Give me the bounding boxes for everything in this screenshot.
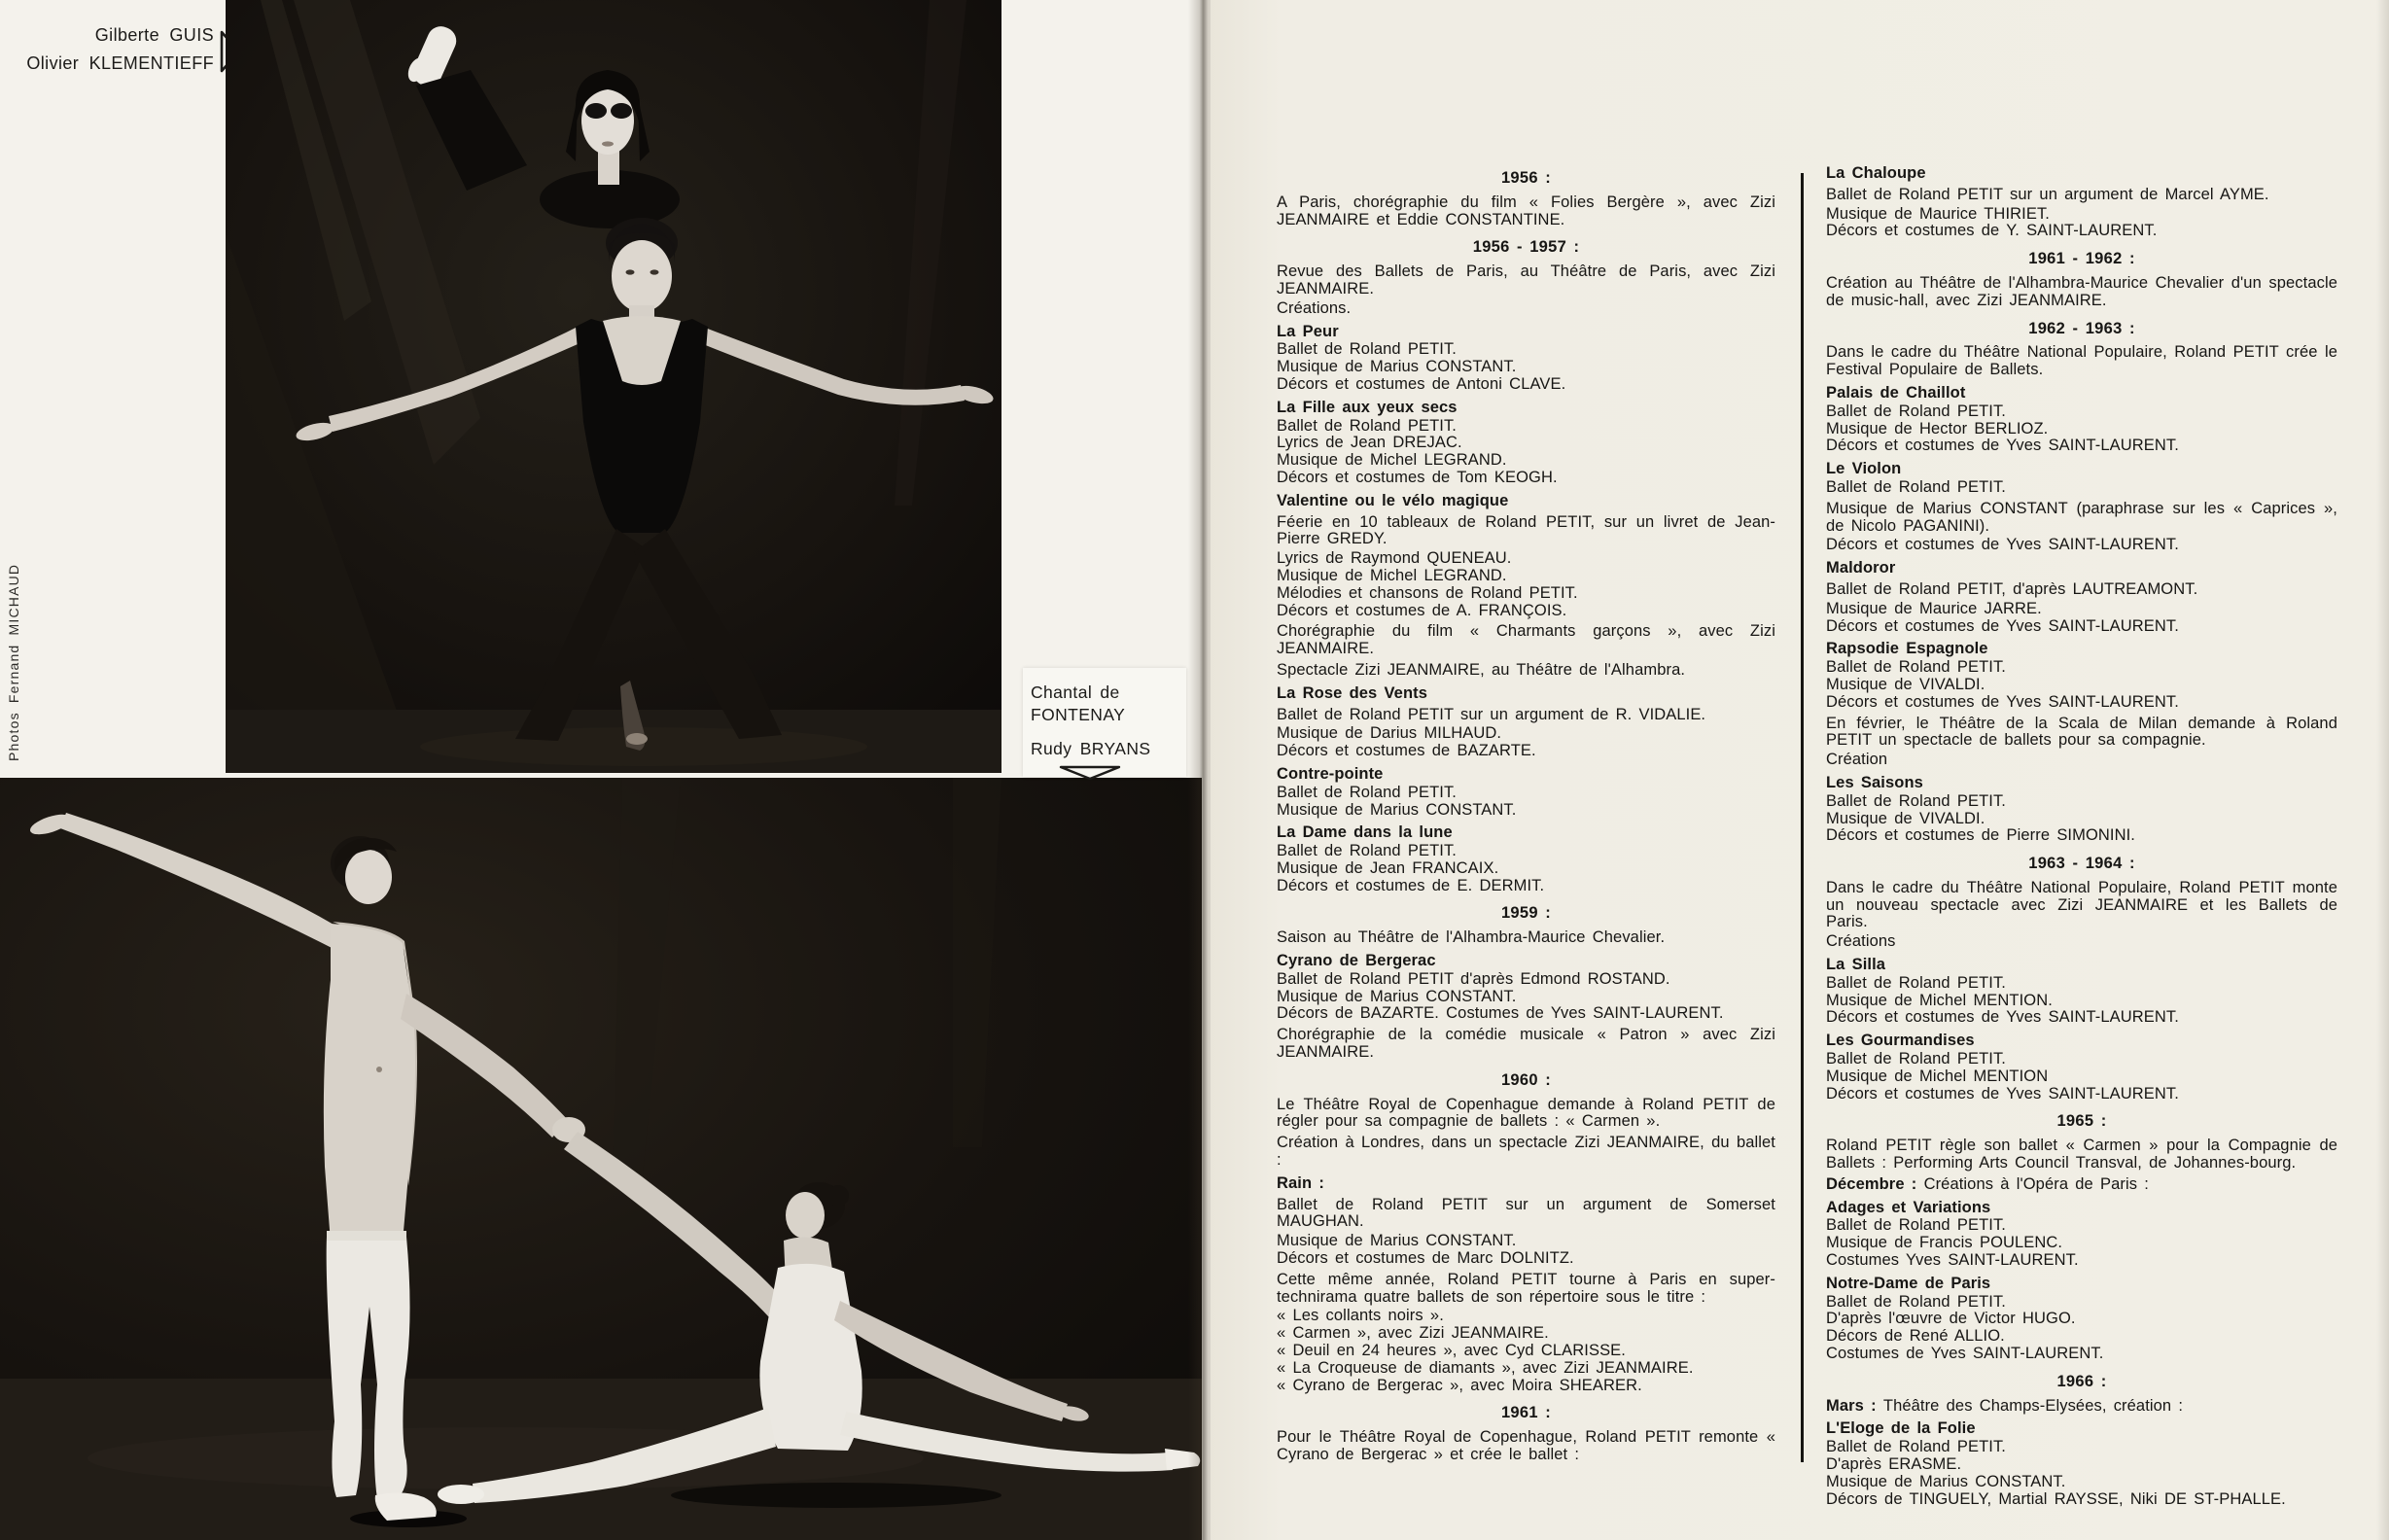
paragraph: Roland PETIT règle son ballet « Carmen » pour la Compagnie de Ballets : Performing Arts Council Transval, de Johannes-bourg. — [1826, 1137, 2337, 1172]
ballet-title: La Chaloupe — [1826, 164, 1926, 182]
paragraph: Ballet de Roland PETIT, d'après LAUTREAMONT. — [1826, 579, 2198, 598]
year-heading: 1959 : — [1500, 904, 1552, 923]
text-line: Ballet de Roland PETIT. — [1826, 791, 2006, 810]
text-line: Décors et costumes de E. DERMIT. — [1277, 876, 1545, 894]
year-heading: 1965 : — [2056, 1112, 2107, 1131]
text-line: Décors et costumes de Yves SAINT-LAURENT. — [1826, 616, 2179, 635]
text-line: Décors et costumes de Yves SAINT-LAURENT. — [1826, 536, 2179, 554]
page-edge — [2376, 0, 2389, 1540]
paragraph: Spectacle Zizi JEANMAIRE, au Théâtre de l'Alhambra. — [1277, 660, 1686, 679]
ballet-title: Valentine ou le vélo magique — [1277, 491, 1509, 509]
text-line: Créations. — [1277, 298, 1352, 317]
arrow-down-icon — [1058, 764, 1122, 782]
text-line: Lyrics de Jean DREJAC. — [1277, 434, 1462, 452]
text-line: Musique de Maurice JARRE. — [1826, 599, 2042, 617]
text-line: Création — [1826, 751, 1888, 769]
right-page — [1211, 0, 2389, 1540]
paragraph: Féerie en 10 tableaux de Roland PETIT, sur un livret de Jean-Pierre GREDY. — [1277, 512, 1775, 548]
text-line: Musique de Jean FRANCAIX. — [1277, 858, 1499, 877]
text-line: Décors et costumes de Yves SAINT-LAURENT. — [1826, 1084, 2179, 1102]
photographer-credit: Photos Fernand MICHAUD — [6, 563, 21, 761]
text-line: Décors et costumes de Yves SAINT-LAURENT. — [1826, 1008, 2179, 1027]
ballet-title: Palais de Chaillot — [1826, 383, 1966, 402]
text-line: Ballet de Roland PETIT. — [1826, 973, 2006, 992]
text-line: Musique de Francis POULENC. — [1826, 1234, 2063, 1252]
year-heading: 1960 : — [1500, 1070, 1552, 1089]
paragraph: Saison au Théâtre de l'Alhambra-Maurice Chevalier. — [1277, 928, 1666, 947]
text-line: Musique de Marius CONSTANT. — [1277, 358, 1517, 376]
year-heading: 1961 : — [1500, 1404, 1552, 1422]
text-line: Décors et costumes de Marc DOLNITZ. — [1277, 1249, 1574, 1268]
text-line: Décors et costumes de Tom KEOGH. — [1277, 468, 1558, 486]
text-line: Costumes de Yves SAINT-LAURENT. — [1826, 1345, 2104, 1363]
paragraph: Cette même année, Roland PETIT tourne à Paris en super-technirama quatre ballets de son répertoire sous le titre : — [1277, 1270, 1775, 1306]
text-line: Ballet de Roland PETIT d'après Edmond ROSTAND. — [1277, 969, 1670, 988]
paragraph: Chorégraphie de la comédie musicale « Patron » avec Zizi JEANMAIRE. — [1277, 1026, 1775, 1062]
ballet-photo-top — [226, 0, 1001, 773]
ballet-title: Maldoror — [1826, 559, 1896, 578]
ballet-title: Les Gourmandises — [1826, 1032, 1975, 1050]
text-line: Ballet de Roland PETIT. — [1277, 842, 1457, 860]
text-line: « Deuil en 24 heures », avec Cyd CLARISSE. — [1277, 1342, 1626, 1360]
text-line: « Carmen », avec Zizi JEANMAIRE. — [1277, 1324, 1549, 1343]
text-line: « La Croqueuse de diamants », avec Zizi JEANMAIRE. — [1277, 1358, 1694, 1377]
text-line: D'après l'œuvre de Victor HUGO. — [1826, 1310, 2076, 1328]
text-line: Décors de TINGUELY, Martial RAYSSE, Niki DE ST-PHALLE. — [1826, 1489, 2286, 1508]
paragraph: Ballet de Roland PETIT sur un argument de Marcel AYME. — [1826, 185, 2269, 203]
text-line: Musique de Darius MILHAUD. — [1277, 724, 1502, 743]
dancer-credit-line: Olivier KLEMENTIEFF — [26, 53, 214, 73]
text-line: Décors de René ALLIO. — [1826, 1327, 2005, 1346]
dancer-credit-line: Gilberte GUIS — [94, 25, 214, 45]
year-heading: 1956 : — [1500, 169, 1552, 187]
text-line: Ballet de Roland PETIT. — [1277, 783, 1457, 801]
text-line: Musique de Michel LEGRAND. — [1277, 566, 1507, 584]
ballet-title: La Silla — [1826, 956, 1886, 974]
dancer-credit-top — [8, 21, 214, 78]
text-line: Musique de VIVALDI. — [1826, 809, 1985, 827]
ballet-title: La Rose des Vents — [1277, 683, 1428, 702]
text-line: Décors et costumes de Yves SAINT-LAURENT. — [1826, 692, 2179, 711]
caption-line: Rudy BRYANS — [1031, 739, 1151, 758]
ballet-title: La Dame dans la lune — [1277, 823, 1453, 842]
text-line: Musique de Michel LEGRAND. — [1277, 451, 1507, 470]
ballet-title: La Fille aux yeux secs — [1277, 398, 1458, 416]
text-line: Décors et costumes de Antoni CLAVE. — [1277, 374, 1566, 393]
paragraph: Pour le Théâtre Royal de Copenhague, Roland PETIT remonte « Cyrano de Bergerac » et crée le ballet : — [1277, 1428, 1775, 1463]
year-heading: 1961 - 1962 : — [2028, 250, 2135, 268]
text-line: Musique de Michel MENTION. — [1826, 991, 2053, 1009]
ballet-photo-top-art — [226, 0, 1001, 773]
text-line: Musique de Maurice THIRIET. — [1826, 204, 2050, 223]
paragraph: Création à Londres, dans un spectacle Zizi JEANMAIRE, du ballet : — [1277, 1134, 1775, 1170]
text-line: Mélodies et chansons de Roland PETIT. — [1277, 583, 1578, 602]
chronology-column-1 — [1277, 159, 1775, 1466]
paragraph: Musique de Marius CONSTANT (paraphrase sur les « Caprices », de Nicolo PAGANINI). — [1826, 499, 2337, 535]
paragraph: En février, le Théâtre de la Scala de Milan demande à Roland PETIT un spectacle de ballets pour sa compagnie. — [1826, 714, 2337, 750]
text-line: Ballet de Roland PETIT. — [1826, 477, 2006, 496]
text-line: Décors et costumes de Y. SAINT-LAURENT. — [1826, 222, 2158, 240]
text-line: Créations — [1826, 932, 1896, 951]
year-heading: 1966 : — [2056, 1372, 2107, 1390]
text-line: Ballet de Roland PETIT. — [1826, 1292, 2006, 1311]
ballet-photo-bottom — [0, 778, 1202, 1540]
text-line: Ballet de Roland PETIT. — [1277, 416, 1457, 435]
caption-line: Chantal de — [1031, 682, 1120, 702]
paragraph: Ballet de Roland PETIT sur un argument de Somerset MAUGHAN. — [1277, 1195, 1775, 1231]
text-line: Ballet de Roland PETIT. — [1826, 658, 2006, 677]
text-line: Décors et costumes de Yves SAINT-LAURENT. — [1826, 437, 2179, 455]
text-line: Lyrics de Raymond QUENEAU. — [1277, 549, 1512, 568]
paragraph: Dans le cadre du Théâtre National Populaire, Roland PETIT crée le Festival Populaire de Ballets. — [1826, 343, 2337, 379]
chronology-column-2 — [1826, 159, 2337, 1508]
text-line: Costumes Yves SAINT-LAURENT. — [1826, 1251, 2079, 1270]
text-line: Musique de Marius CONSTANT. — [1277, 987, 1517, 1005]
ballet-title: L'Eloge de la Folie — [1826, 1419, 1976, 1438]
text-line: Décors et costumes de BAZARTE. — [1277, 742, 1536, 760]
text-line: Décors et costumes de Pierre SIMONINI. — [1826, 826, 2135, 845]
ballet-title: Rapsodie Espagnole — [1826, 640, 1988, 658]
text-line: Ballet de Roland PETIT. — [1277, 340, 1457, 359]
text-line: Musique de VIVALDI. — [1826, 675, 1985, 693]
caption-line: FONTENAY — [1031, 705, 1126, 724]
text-line: Décors et costumes de A. FRANÇOIS. — [1277, 601, 1567, 619]
text-line: Ballet de Roland PETIT. — [1826, 1216, 2006, 1235]
paragraph: A Paris, chorégraphie du film « Folies Bergère », avec Zizi JEANMAIRE et Eddie CONSTANTINE. — [1277, 192, 1775, 228]
photo-caption — [1023, 668, 1186, 777]
text-line: Musique de Marius CONSTANT. — [1277, 1232, 1517, 1250]
text-line: Musique de Michel MENTION — [1826, 1067, 2049, 1085]
year-heading: 1956 - 1957 : — [1472, 238, 1580, 257]
paragraph: Décembre : Créations à l'Opéra de Paris : — [1826, 1174, 2149, 1193]
text-line: « Cyrano de Bergerac », avec Moira SHEARER. — [1277, 1376, 1642, 1394]
text-line: « Les collants noirs ». — [1277, 1307, 1444, 1325]
text-line: Musique de Marius CONSTANT. — [1826, 1472, 2066, 1490]
paragraph: Dans le cadre du Théâtre National Populaire, Roland PETIT monte un nouveau spectacle avec Zizi JEANMAIRE et les Ballets de Paris. — [1826, 878, 2337, 931]
ballet-title: Cyrano de Bergerac — [1277, 952, 1436, 970]
paragraph: Revue des Ballets de Paris, au Théâtre de Paris, avec Zizi JEANMAIRE. — [1277, 262, 1775, 298]
text-line: Ballet de Roland PETIT. — [1826, 402, 2006, 420]
ballet-title: Notre-Dame de Paris — [1826, 1274, 1991, 1292]
ballet-title: Les Saisons — [1826, 773, 1923, 791]
paragraph: Mars : Théâtre des Champs-Elysées, création : — [1826, 1396, 2184, 1415]
paragraph: Le Théâtre Royal de Copenhague demande à Roland PETIT de régler pour sa compagnie de ballets : « Carmen ». — [1277, 1095, 1775, 1131]
paragraph: Création au Théâtre de l'Alhambra-Maurice Chevalier d'un spectacle de music-hall, avec Zizi JEANMAIRE. — [1826, 273, 2337, 309]
text-line: Ballet de Roland PETIT. — [1826, 1050, 2006, 1068]
text-line: Décors de BAZARTE. Costumes de Yves SAINT-LAURENT. — [1277, 1004, 1724, 1023]
text-line: Musique de Marius CONSTANT. — [1277, 800, 1517, 819]
paragraph: Chorégraphie du film « Charmants garçons », avec Zizi JEANMAIRE. — [1277, 622, 1775, 658]
text-line: Musique de Hector BERLIOZ. — [1826, 419, 2049, 438]
year-heading: 1963 - 1964 : — [2028, 855, 2135, 873]
ballet-title: Adages et Variations — [1826, 1198, 1991, 1216]
year-heading: 1962 - 1963 : — [2028, 319, 2135, 337]
text-line: D'après ERASME. — [1826, 1455, 1962, 1473]
ballet-title: Contre-pointe — [1277, 764, 1384, 783]
ballet-photo-bottom-art — [0, 778, 1202, 1540]
paragraph: Ballet de Roland PETIT sur un argument de R. VIDALIE. — [1277, 705, 1706, 723]
ballet-title: Le Violon — [1826, 460, 1902, 478]
text-line: Ballet de Roland PETIT. — [1826, 1438, 2006, 1456]
ballet-title: La Peur — [1277, 322, 1339, 340]
column-divider-rule — [1801, 173, 1804, 1462]
ballet-title: Rain : — [1277, 1173, 1324, 1192]
